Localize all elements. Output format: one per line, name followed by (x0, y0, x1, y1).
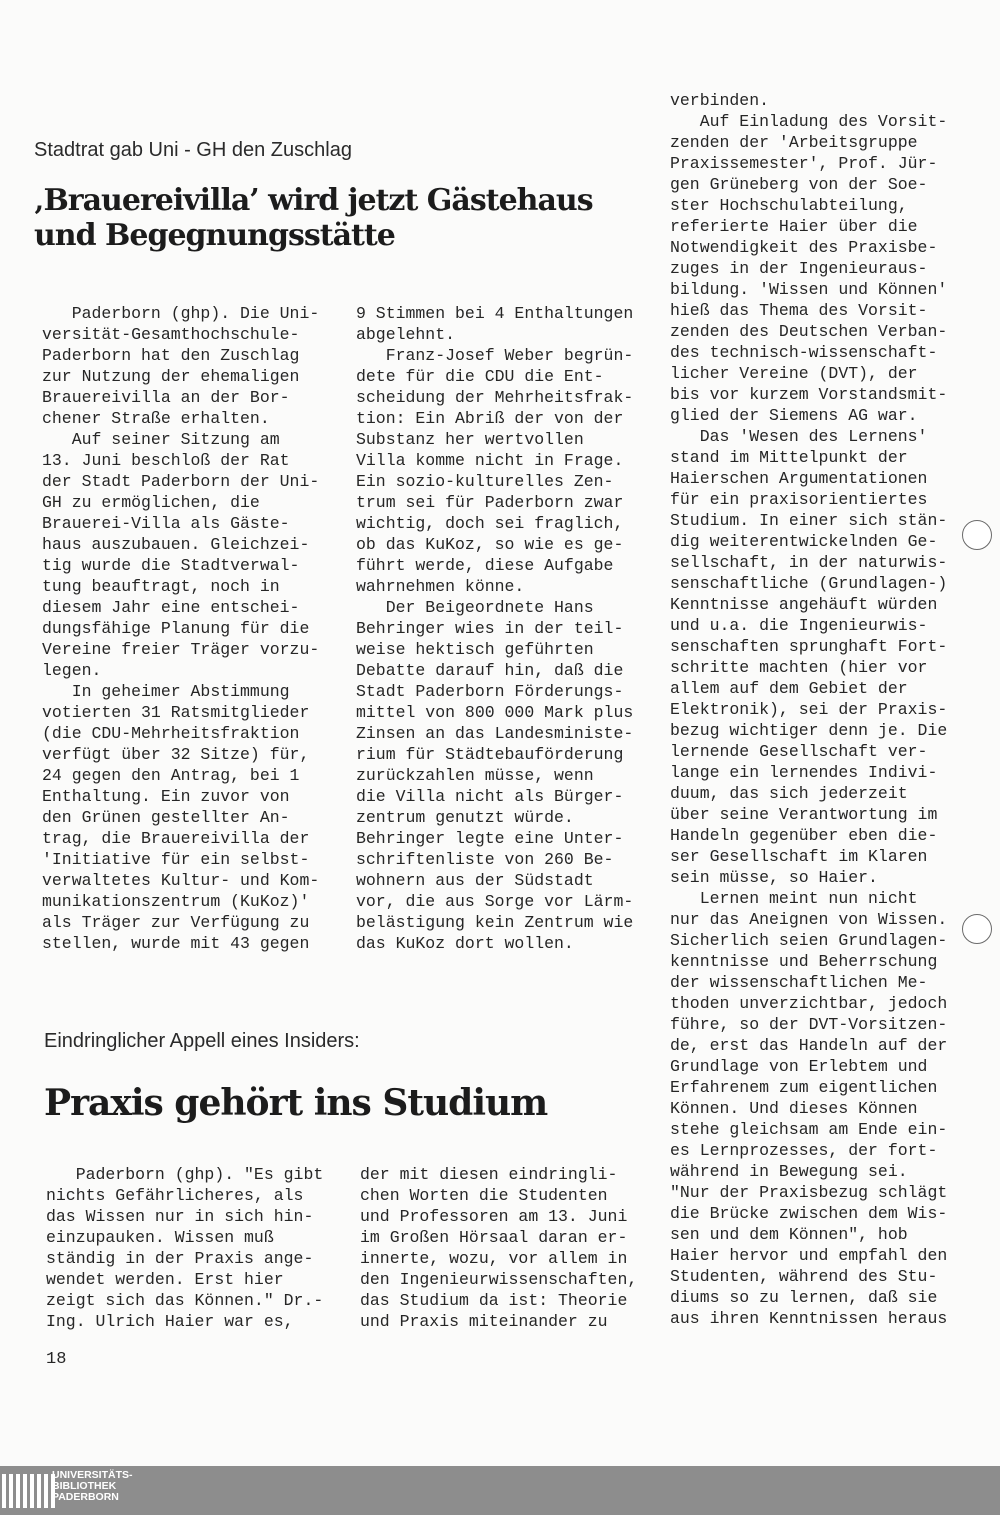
text-line: Handeln gegenüber eben die- (670, 826, 938, 845)
text-line: referierte Haier über die (670, 217, 918, 236)
text-line: Brauereivilla an der Bor- (42, 388, 290, 407)
text-line: zenden des Deutschen Verban- (670, 322, 948, 341)
text-line: 9 Stimmen bei 4 Enthaltungen (356, 304, 634, 323)
text-line: tung beauftragt, noch in (42, 577, 280, 596)
text-line: diums so zu lernen, daß sie (670, 1288, 938, 1307)
text-line: Erfahrenem zum eigentlichen (670, 1078, 938, 1097)
page-number: 18 (46, 1350, 67, 1369)
text-line: und u.a. die Ingenieurwis- (670, 616, 928, 635)
text-line: abgelehnt. (356, 325, 456, 344)
text-line: der Stadt Paderborn der Uni- (42, 472, 320, 491)
text-line: das Wissen nur in sich hin- (46, 1207, 314, 1226)
text-line: (die CDU-Mehrheitsfraktion (42, 724, 300, 743)
text-line: Das 'Wesen des Lernens' (670, 427, 928, 446)
text-line: der wissenschaftlichen Me- (670, 973, 928, 992)
text-line: tion: Ein Abriß der von der (356, 409, 624, 428)
text-line: sellschaft, in der naturwis- (670, 553, 948, 572)
text-line: der mit diesen eindringli- (360, 1165, 618, 1184)
text-line: über seine Verantwortung im (670, 805, 938, 824)
text-line: In geheimer Abstimmung (42, 682, 290, 701)
article1-column-2 (356, 303, 633, 954)
text-line: Notwendigkeit des Praxisbe- (670, 238, 938, 257)
text-line: dungsfähige Planung für die (42, 619, 310, 638)
text-line: Paderborn hat den Zuschlag (42, 346, 300, 365)
text-line: votierten 31 Ratsmitglieder (42, 703, 310, 722)
text-line: chen Worten die Studenten (360, 1186, 608, 1205)
text-line: schriftenliste von 260 Be- (356, 850, 614, 869)
text-line: mittel von 800 000 Mark plus (356, 703, 634, 722)
text-line: senschaftliche (Grundlagen-) (670, 574, 948, 593)
right-column (670, 90, 947, 1329)
text-line: 13. Juni beschloß der Rat (42, 451, 290, 470)
text-line: vor, die aus Sorge vor Lärm- (356, 892, 634, 911)
text-line: gen Grüneberg von der Soe- (670, 175, 928, 194)
text-line: Auf seiner Sitzung am (42, 430, 280, 449)
text-line: verfügt über 32 Sitze) für, (42, 745, 310, 764)
text-line: bezug wichtiger denn je. Die (670, 721, 948, 740)
text-line: zeigt sich das Können." Dr.- (46, 1291, 324, 1310)
text-line: Stadt Paderborn Förderungs- (356, 682, 624, 701)
text-line: es Lernprozesses, der fort- (670, 1141, 938, 1160)
text-line: des technisch-wissenschaft- (670, 343, 938, 362)
text-line: stellen, wurde mit 43 gegen (42, 934, 310, 953)
library-logo-icon (2, 1466, 55, 1515)
text-line: Substanz her wertvollen (356, 430, 584, 449)
text-line: kenntnisse und Beherrschung (670, 952, 938, 971)
text-line: Sicherlich seien Grundlagen- (670, 931, 948, 950)
text-line: und Praxis miteinander zu (360, 1312, 608, 1331)
text-line: zur Nutzung der ehemaligen (42, 367, 300, 386)
text-line: Zinsen an das Landesministe- (356, 724, 634, 743)
text-line: verbinden. (670, 91, 770, 110)
text-line: wohnern aus der Südstadt (356, 871, 594, 890)
text-line: die Villa nicht als Bürger- (356, 787, 624, 806)
text-line: verwaltetes Kultur- und Kom- (42, 871, 320, 890)
text-line: munikationszentrum (KuKoz)' (42, 892, 310, 911)
library-logo-line: UNIVERSITÄTS- (52, 1469, 133, 1481)
article1-column-1 (42, 303, 319, 954)
text-line: einzupauken. Wissen muß (46, 1228, 274, 1247)
text-line: ster Hochschulabteilung, (670, 196, 908, 215)
text-line: lange ein lernendes Indivi- (670, 763, 938, 782)
text-line: für ein praxisorientiertes (670, 490, 928, 509)
text-line: sein müsse, so Haier. (670, 868, 878, 887)
text-line: haus auszubauen. Gleichzei- (42, 535, 310, 554)
text-line: als Träger zur Verfügung zu (42, 913, 310, 932)
library-footer-bar (0, 1466, 1000, 1515)
text-line: Studenten, während des Stu- (670, 1267, 938, 1286)
text-line: stand im Mittelpunkt der (670, 448, 908, 467)
text-line: ser Gesellschaft im Klaren (670, 847, 928, 866)
text-line: wendet werden. Erst hier (46, 1270, 284, 1289)
text-line: weise hektisch geführten (356, 640, 594, 659)
text-line: und Professoren am 13. Juni (360, 1207, 628, 1226)
article2-column-1 (46, 1164, 323, 1332)
text-line: dete für die CDU die Ent- (356, 367, 604, 386)
library-logo-line: PADERBORN (52, 1491, 119, 1503)
text-line: Debatte darauf hin, daß die (356, 661, 624, 680)
text-line: stehe gleichsam am Ende ein- (670, 1120, 948, 1139)
text-line: allem auf dem Gebiet der (670, 679, 908, 698)
text-line: Enthaltung. Ein zuvor von (42, 787, 290, 806)
text-line: lernende Gesellschaft ver- (670, 742, 928, 761)
text-line: Paderborn (ghp). "Es gibt (46, 1165, 324, 1184)
text-line: bis vor kurzem Vorstandsmit- (670, 385, 948, 404)
text-line: das KuKoz dort wollen. (356, 934, 574, 953)
text-line: Brauerei-Villa als Gäste- (42, 514, 290, 533)
text-line: Ein sozio-kulturelles Zen- (356, 472, 614, 491)
article1-headline-line: ‚Brauereivilla’ wird jetzt Gästehaus (34, 183, 593, 218)
text-line: innerte, wozu, vor allem in (360, 1249, 628, 1268)
text-line: im Großen Hörsaal daran er- (360, 1228, 628, 1247)
text-line: trag, die Brauereivilla der (42, 829, 310, 848)
text-line: ob das KuKoz, so wie es ge- (356, 535, 624, 554)
text-line: diesem Jahr eine entschei- (42, 598, 300, 617)
text-line: glied der Siemens AG war. (670, 406, 918, 425)
text-line: schritte machten (hier vor (670, 658, 928, 677)
article1-headline-line: und Begegnungsstätte (34, 218, 395, 254)
article2-kicker: Eindringlicher Appell eines Insiders: (44, 1030, 360, 1052)
text-line: Villa komme nicht in Frage. (356, 451, 624, 470)
text-line: rium für Städtebauförderung (356, 745, 624, 764)
library-logo-text (52, 1470, 133, 1503)
text-line: Vereine freier Träger vorzu- (42, 640, 320, 659)
text-line: Grundlage von Erlebtem und (670, 1057, 928, 1076)
library-logo-line: BIBLIOTHEK (52, 1480, 117, 1492)
text-line: thoden unverzichtbar, jedoch (670, 994, 948, 1013)
text-line: versität-Gesamthochschule- (42, 325, 300, 344)
text-line: aus ihren Kenntnissen heraus (670, 1309, 948, 1328)
text-line: licher Vereine (DVT), der (670, 364, 918, 383)
text-line: das Studium da ist: Theorie (360, 1291, 628, 1310)
text-line: Haierschen Argumentationen (670, 469, 928, 488)
text-line: den Grünen gestellter An- (42, 808, 290, 827)
article2-headline: Praxis gehört ins Studium (44, 1082, 548, 1124)
punch-hole-icon (962, 520, 992, 550)
text-line: während in Bewegung sei. (670, 1162, 908, 1181)
text-line: 'Initiative für ein selbst- (42, 850, 310, 869)
text-line: tig wurde die Stadtverwal- (42, 556, 300, 575)
text-line: duum, das sich jederzeit (670, 784, 908, 803)
article1-headline (34, 183, 593, 253)
text-line: trum sei für Paderborn zwar (356, 493, 624, 512)
text-line: Der Beigeordnete Hans (356, 598, 594, 617)
text-line: Auf Einladung des Vorsit- (670, 112, 948, 131)
text-line: chener Straße erhalten. (42, 409, 270, 428)
text-line: ständig in der Praxis ange- (46, 1249, 314, 1268)
text-line: nur das Aneignen von Wissen. (670, 910, 948, 929)
text-line: Kenntnisse angehäuft würden (670, 595, 938, 614)
text-line: führt werde, diese Aufgabe (356, 556, 614, 575)
text-line: dig weiterentwickelnden Ge- (670, 532, 938, 551)
text-line: Behringer legte eine Unter- (356, 829, 624, 848)
text-line: führe, so der DVT-Vorsitzen- (670, 1015, 948, 1034)
text-line: Haier hervor und empfahl den (670, 1246, 948, 1265)
text-line: Studium. In einer sich stän- (670, 511, 948, 530)
text-line: wichtig, doch sei fraglich, (356, 514, 624, 533)
text-line: zentrum genutzt würde. (356, 808, 574, 827)
text-line: nichts Gefährlicheres, als (46, 1186, 304, 1205)
text-line: die Brücke zwischen dem Wis- (670, 1204, 948, 1223)
text-line: hieß das Thema des Vorsit- (670, 301, 928, 320)
text-line: scheidung der Mehrheitsfrak- (356, 388, 634, 407)
punch-hole-icon (962, 914, 992, 944)
text-line: 24 gegen den Antrag, bei 1 (42, 766, 300, 785)
text-line: zenden der 'Arbeitsgruppe (670, 133, 918, 152)
text-line: Behringer wies in der teil- (356, 619, 624, 638)
text-line: bildung. 'Wissen und Können' (670, 280, 948, 299)
article1-kicker: Stadtrat gab Uni - GH den Zuschlag (34, 139, 352, 161)
text-line: zurückzahlen müsse, wenn (356, 766, 594, 785)
text-line: Franz-Josef Weber begrün- (356, 346, 634, 365)
text-line: sen und dem Können", hob (670, 1225, 908, 1244)
article2-column-2 (360, 1164, 637, 1332)
text-line: zuges in der Ingenieuraus- (670, 259, 928, 278)
text-line: senschaften sprunghaft Fort- (670, 637, 948, 656)
text-line: Elektronik), sei der Praxis- (670, 700, 948, 719)
text-line: legen. (42, 661, 102, 680)
text-line: Praxissemester', Prof. Jür- (670, 154, 938, 173)
text-line: den Ingenieurwissenschaften, (360, 1270, 638, 1289)
text-line: wahrnehmen könne. (356, 577, 525, 596)
text-line: Lernen meint nun nicht (670, 889, 918, 908)
text-line: Können. Und dieses Können (670, 1099, 918, 1118)
text-line: "Nur der Praxisbezug schlägt (670, 1183, 948, 1202)
text-line: Paderborn (ghp). Die Uni- (42, 304, 320, 323)
text-line: Ing. Ulrich Haier war es, (46, 1312, 294, 1331)
text-line: GH zu ermöglichen, die (42, 493, 260, 512)
text-line: de, erst das Handeln auf der (670, 1036, 948, 1055)
text-line: belästigung kein Zentrum wie (356, 913, 634, 932)
